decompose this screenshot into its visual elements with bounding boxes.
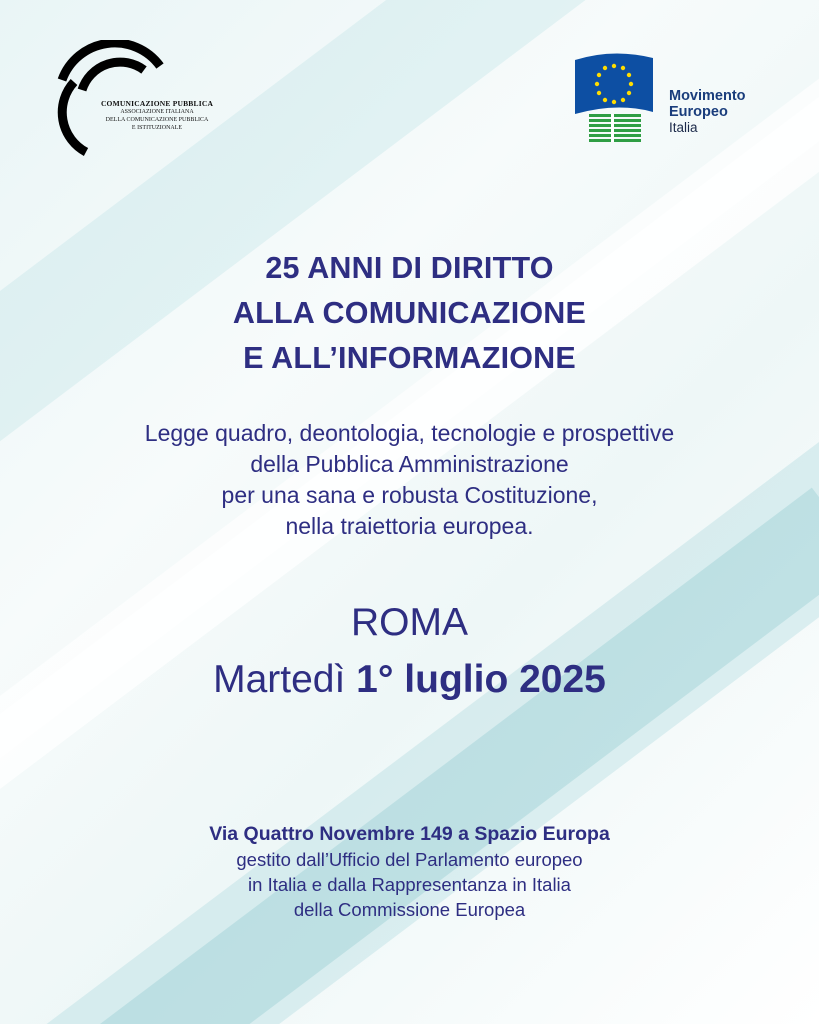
title-line: ALLA COMUNICAZIONE [232,296,587,330]
subtitle-line: Legge quadro, deontologia, tecnologie e prospettive [144,420,675,446]
title-line: 25 ANNI DI DIRITTO [265,251,554,285]
comunicazione-pubblica-logo [52,40,222,160]
subtitle-line: per una sana e robusta Costituzione, [221,482,598,508]
subtitle-line: della Pubblica Amministrazione [250,451,569,477]
event-date [0,657,819,703]
movimento-europeo-logo [573,52,793,152]
venue-line: in Italia e dalla Rappresentanza in Italia [248,874,571,895]
association-line: E ISTITUZIONALE [131,125,183,131]
title-line: E ALL’INFORMAZIONE [243,341,576,375]
event-city: ROMA [351,601,468,644]
association-title: COMUNICAZIONE PUBBLICA [100,99,214,108]
event-venue [0,822,819,922]
venue-line: gestito dall’Ufficio del Parlamento europeo [236,849,583,870]
event-weekday: Martedì [213,658,357,701]
association-line: DELLA COMUNICAZIONE PUBBLICA [105,117,209,123]
event-title [0,246,819,381]
event-subtitle [0,418,819,542]
org-name-line1: Movimento [669,88,746,104]
association-line: ASSOCIAZIONE ITALIANA [120,109,194,115]
association-name [82,100,232,132]
org-name-line3: Italia [669,120,698,135]
venue-line: della Commissione Europea [293,899,526,920]
org-name-line2: Europeo [669,104,728,120]
subtitle-line: nella traiettoria europea. [285,513,534,539]
eu-flag-icon [573,52,657,144]
venue-address: Via Quattro Novembre 149 a Spazio Europa [209,823,610,845]
movimento-europeo-name [669,88,746,136]
event-day: 1° luglio 2025 [356,658,606,701]
